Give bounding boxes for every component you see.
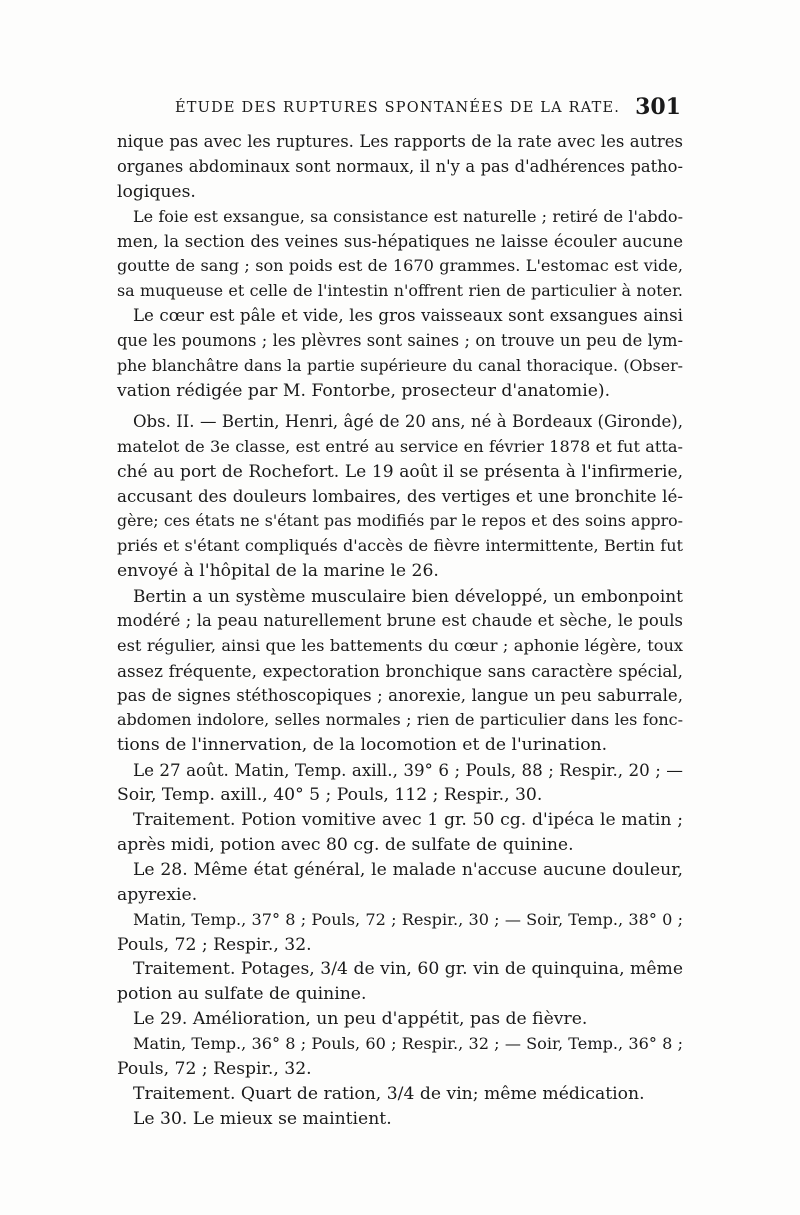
text-line: apyrexie. — [117, 884, 198, 905]
text-line: Traitement. Quart de ration, 3/4 de vin; même médication. — [133, 1083, 645, 1104]
text-line: que les poumons ; les plèvres sont saines ; on trouve un peu de lym- — [117, 331, 683, 351]
text-line: Pouls, 72 ; Respir., 32. — [117, 1058, 312, 1079]
text-line: Le cœur est pâle et vide, les gros vaisseaux sont exsangues ainsi — [133, 306, 683, 326]
text-line: matelot de 3e classe, est entré au service en février 1878 et fut atta- — [117, 436, 683, 456]
text-line: Traitement. Potages, 3/4 de vin, 60 gr. vin de quinquina, même — [133, 959, 683, 980]
text-line: goutte de sang ; son poids est de 1670 grammes. L'estomac est vide, — [117, 256, 683, 276]
text-line: après midi, potion avec 80 cg. de sulfate de quinine. — [117, 834, 574, 855]
text-line: Traitement. Potion vomitive avec 1 gr. 50 cg. d'ipéca le matin ; — [133, 810, 683, 831]
text-line: Bertin a un système musculaire bien développé, un embonpoint — [133, 586, 683, 607]
text-line: tions de l'innervation, de la locomotion et de l'urination. — [117, 735, 608, 756]
text-line: est régulier, ainsi que les battements du cœur ; aphonie légère, toux — [117, 635, 683, 655]
text-line: ché au port de Rochefort. Le 19 août il se présenta à l'infirmerie, — [117, 461, 683, 482]
text-line: Le 27 août. Matin, Temp. axill., 39° 6 ; Pouls, 88 ; Respir., 20 ; — — [133, 760, 683, 781]
text-line: potion au sulfate de quinine. — [117, 984, 367, 1005]
text-line: organes abdominaux sont normaux, il n'y a pas d'adhérences patho- — [117, 156, 683, 176]
text-line: Obs. II. — Bertin, Henri, âgé de 20 ans, né à Bordeaux (Gironde), — [133, 411, 683, 431]
text-line: Le 29. Amélioration, un peu d'appétit, pas de fièvre. — [133, 1009, 588, 1030]
page-header — [117, 94, 683, 126]
page-number: 301 — [635, 94, 681, 120]
text-line: Matin, Temp., 37° 8 ; Pouls, 72 ; Respir., 30 ; — Soir, Temp., 38° 0 ; — [133, 909, 683, 929]
text-line: logiques. — [117, 181, 196, 202]
text-line: abdomen indolore, selles normales ; rien de particulier dans les fonc- — [117, 710, 683, 730]
text-line: Le 30. Le mieux se maintient. — [133, 1108, 392, 1129]
text-line: accusant des douleurs lombaires, des vertiges et une bronchite lé- — [117, 486, 683, 507]
body-text — [117, 130, 683, 1132]
text-line: modéré ; la peau naturellement brune est chaude et sèche, le pouls — [117, 610, 683, 630]
text-line: sa muqueuse et celle de l'intestin n'offrent rien de particulier à noter. — [117, 281, 683, 301]
text-line: Pouls, 72 ; Respir., 32. — [117, 934, 312, 955]
running-head: ÉTUDE DES RUPTURES SPONTANÉES DE LA RATE. — [175, 100, 621, 116]
text-line: vation rédigée par M. Fontorbe, prosecteur d'anatomie). — [117, 380, 611, 401]
text-line: assez fréquente, expectoration bronchique sans caractère spécial, — [117, 660, 683, 681]
text-line: Soir, Temp. axill., 40° 5 ; Pouls, 112 ; Respir., 30. — [117, 785, 543, 806]
text-line: Le foie est exsangue, sa consistance est naturelle ; retiré de l'abdo- — [133, 206, 683, 226]
text-line: priés et s'étant compliqués d'accès de fièvre intermittente, Bertin fut — [117, 536, 683, 556]
text-line: Le 28. Même état général, le malade n'accuse aucune douleur, — [133, 859, 683, 880]
text-line: phe blanchâtre dans la partie supérieure du canal thoracique. (Obser- — [117, 356, 683, 376]
text-line: nique pas avec les ruptures. Les rapports de la rate avec les autres — [117, 132, 683, 151]
text-line: men, la section des veines sus-hépatiques ne laisse écouler aucune — [117, 231, 683, 251]
text-line: gère; ces états ne s'étant pas modifiés par le repos et des soins appro- — [117, 511, 683, 531]
text-line: pas de signes stéthoscopiques ; anorexie, langue un peu saburrale, — [117, 685, 683, 705]
text-line: Matin, Temp., 36° 8 ; Pouls, 60 ; Respir., 32 ; — Soir, Temp., 36° 8 ; — [133, 1034, 683, 1054]
text-line: envoyé à l'hôpital de la marine le 26. — [117, 561, 439, 582]
